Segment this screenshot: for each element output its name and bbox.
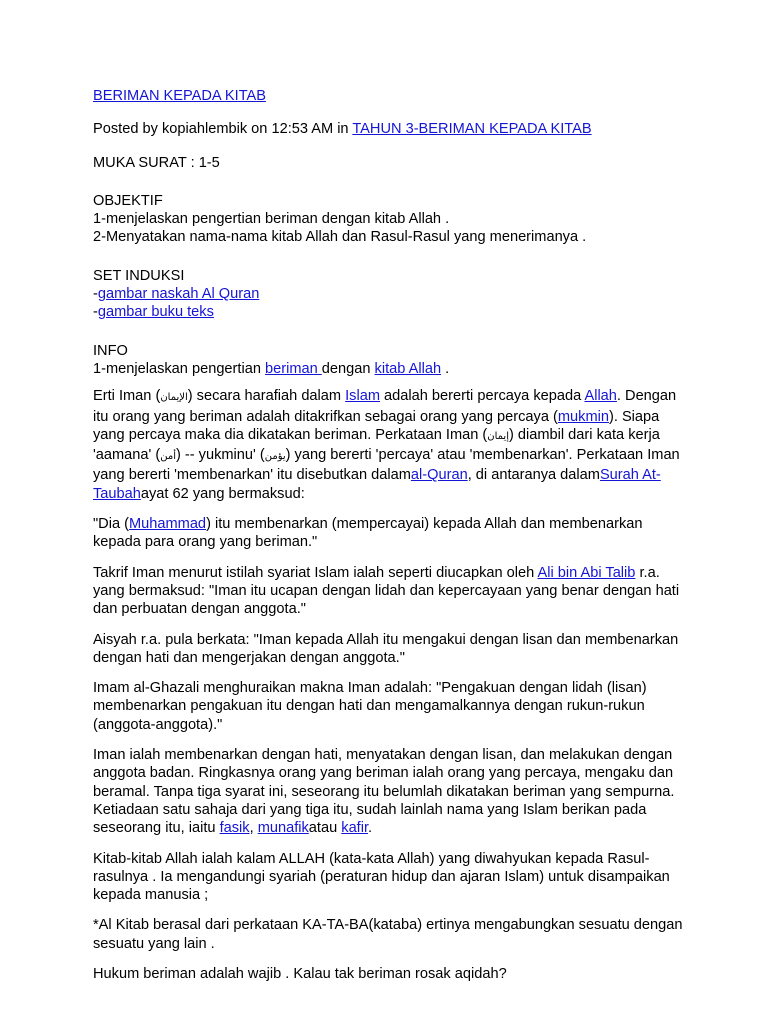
- fasik-link[interactable]: fasik: [219, 820, 250, 837]
- al-kitab-paragraph: *Al Kitab berasal dari perkataan KA-TA-BA(kataba) ertinya mengabungkan sesuatu dengan sesuatu yang lain .: [93, 917, 683, 952]
- muka-surat: MUKA SURAT : 1-5: [93, 154, 220, 171]
- category-link[interactable]: TAHUN 3-BERIMAN KEPADA KITAB: [352, 121, 592, 138]
- ali-bin-abi-talib-link[interactable]: Ali bin Abi Talib: [537, 564, 636, 581]
- objektif-heading: OBJEKTIF: [93, 192, 163, 209]
- kafir-link[interactable]: kafir: [341, 820, 369, 837]
- kitab-allah-link[interactable]: kitab Allah: [374, 360, 442, 377]
- objektif-item: 2-Menyatakan nama-nama kitab Allah dan Rasul-Rasul yang menerimanya .: [93, 229, 587, 246]
- info-heading: INFO: [93, 342, 128, 359]
- iman-ialah-paragraph: Iman ialah membenarkan dengan hati, menyatakan dengan lisan, dan melakukan dengan anggota badan. Ringkasnya orang yang beriman ialah orang yang percaya, mengaku dan beramal. Tanpa tiga syarat ini, seseorang itu belumlah dikatakan beriman yang sempurna. Ketiadaan satu sahaja dari yang tiga itu, sudah lainlah nama yang Islam berikan pada seseorang itu, iaitu fasik, munafikatau kafir.: [93, 747, 675, 837]
- set-induksi-item: -gambar buku teks: [93, 304, 214, 321]
- takrif-paragraph: Takrif Iman menurut istilah syariat Islam ialah seperti diucapkan oleh Ali bin Abi Talib r.a. yang bermaksud: "Iman itu ucapan dengan lidah dan kepercayaan yang benar dengan hati dan perbuatan dengan anggota.": [93, 564, 680, 618]
- arabic-text: إيمان: [487, 430, 509, 442]
- islam-link[interactable]: Islam: [345, 388, 380, 405]
- post-title[interactable]: [93, 87, 683, 105]
- allah-link[interactable]: Allah: [584, 388, 617, 405]
- set-induksi-heading: SET INDUKSI: [93, 267, 185, 284]
- muhammad-link[interactable]: Muhammad: [129, 516, 207, 533]
- info-line: 1-menjelaskan pengertian beriman dengan kitab Allah .: [93, 360, 450, 377]
- blog-post: [93, 87, 683, 983]
- al-quran-link[interactable]: al-Quran: [410, 467, 468, 484]
- posted-by-text: Posted by kopiahlembik on 12:53 AM in: [93, 121, 353, 138]
- post-meta: [93, 120, 683, 138]
- mukmin-link[interactable]: mukmin: [557, 408, 609, 425]
- dia-paragraph: "Dia (Muhammad) itu membenarkan (mempercayai) kepada Allah dan membenarkan kepada para orang yang beriman.": [93, 516, 643, 551]
- erti-iman-paragraph: Erti Iman (الإيمان) secara harafiah dalam Islam adalah bererti percaya kepada Allah. Dengan itu orang yang beriman adalah ditakrifkan sebagai orang yang percaya (mukmin). Siapa yang percaya maka dia dikatakan beriman. Perkataan Iman (إيمان) diambil dari kata kerja 'aamana' (أمن) -- yukminu' (يؤمن) yang bererti 'percaya' atau 'membenarkan'. Perkataan Iman yang bererti 'membenarkan' itu disebutkan dalamal-Quran, di antaranya dalamSurah At-Taubahayat 62 yang bermaksud:: [93, 388, 680, 502]
- arabic-text: يؤمن: [264, 451, 286, 463]
- ghazali-paragraph: Imam al-Ghazali menghuraikan makna Iman adalah: "Pengakuan dengan lidah (lisan) membenarkan pengakuan itu dengan hati dan mengamalkannya dengan rukun-rukun (anggota-anggota).": [93, 680, 647, 733]
- surah-at-taubah-link[interactable]: Surah At-Taubah: [93, 467, 661, 502]
- arabic-text: أمن: [160, 451, 176, 463]
- aisyah-paragraph: Aisyah r.a. pula berkata: "Iman kepada Allah itu mengakui dengan lisan dan membenarkan dengan hati dan mengerjakan dengan anggota.": [93, 631, 679, 666]
- kitab-paragraph: Kitab-kitab Allah ialah kalam ALLAH (kata-kata Allah) yang diwahyukan kepada Rasul-rasulnya . Ia mengandungi syariah (peraturan hidup dan ajaran Islam) untuk disampaikan kepada manusia ;: [93, 850, 670, 904]
- set-induksi-item: -gambar naskah Al Quran: [93, 286, 260, 303]
- munafik-link[interactable]: munafik: [257, 820, 309, 837]
- gambar-naskah-link[interactable]: gambar naskah Al Quran: [97, 286, 260, 303]
- arabic-text: الإيمان: [160, 392, 188, 404]
- hukum-paragraph: Hukum beriman adalah wajib . Kalau tak beriman rosak aqidah?: [93, 965, 507, 982]
- objektif-item: 1-menjelaskan pengertian beriman dengan kitab Allah .: [93, 211, 450, 228]
- beriman-link[interactable]: beriman: [265, 360, 322, 377]
- post-title-link[interactable]: BERIMAN KEPADA KITAB: [93, 88, 267, 104]
- gambar-buku-link[interactable]: gambar buku teks: [97, 304, 214, 321]
